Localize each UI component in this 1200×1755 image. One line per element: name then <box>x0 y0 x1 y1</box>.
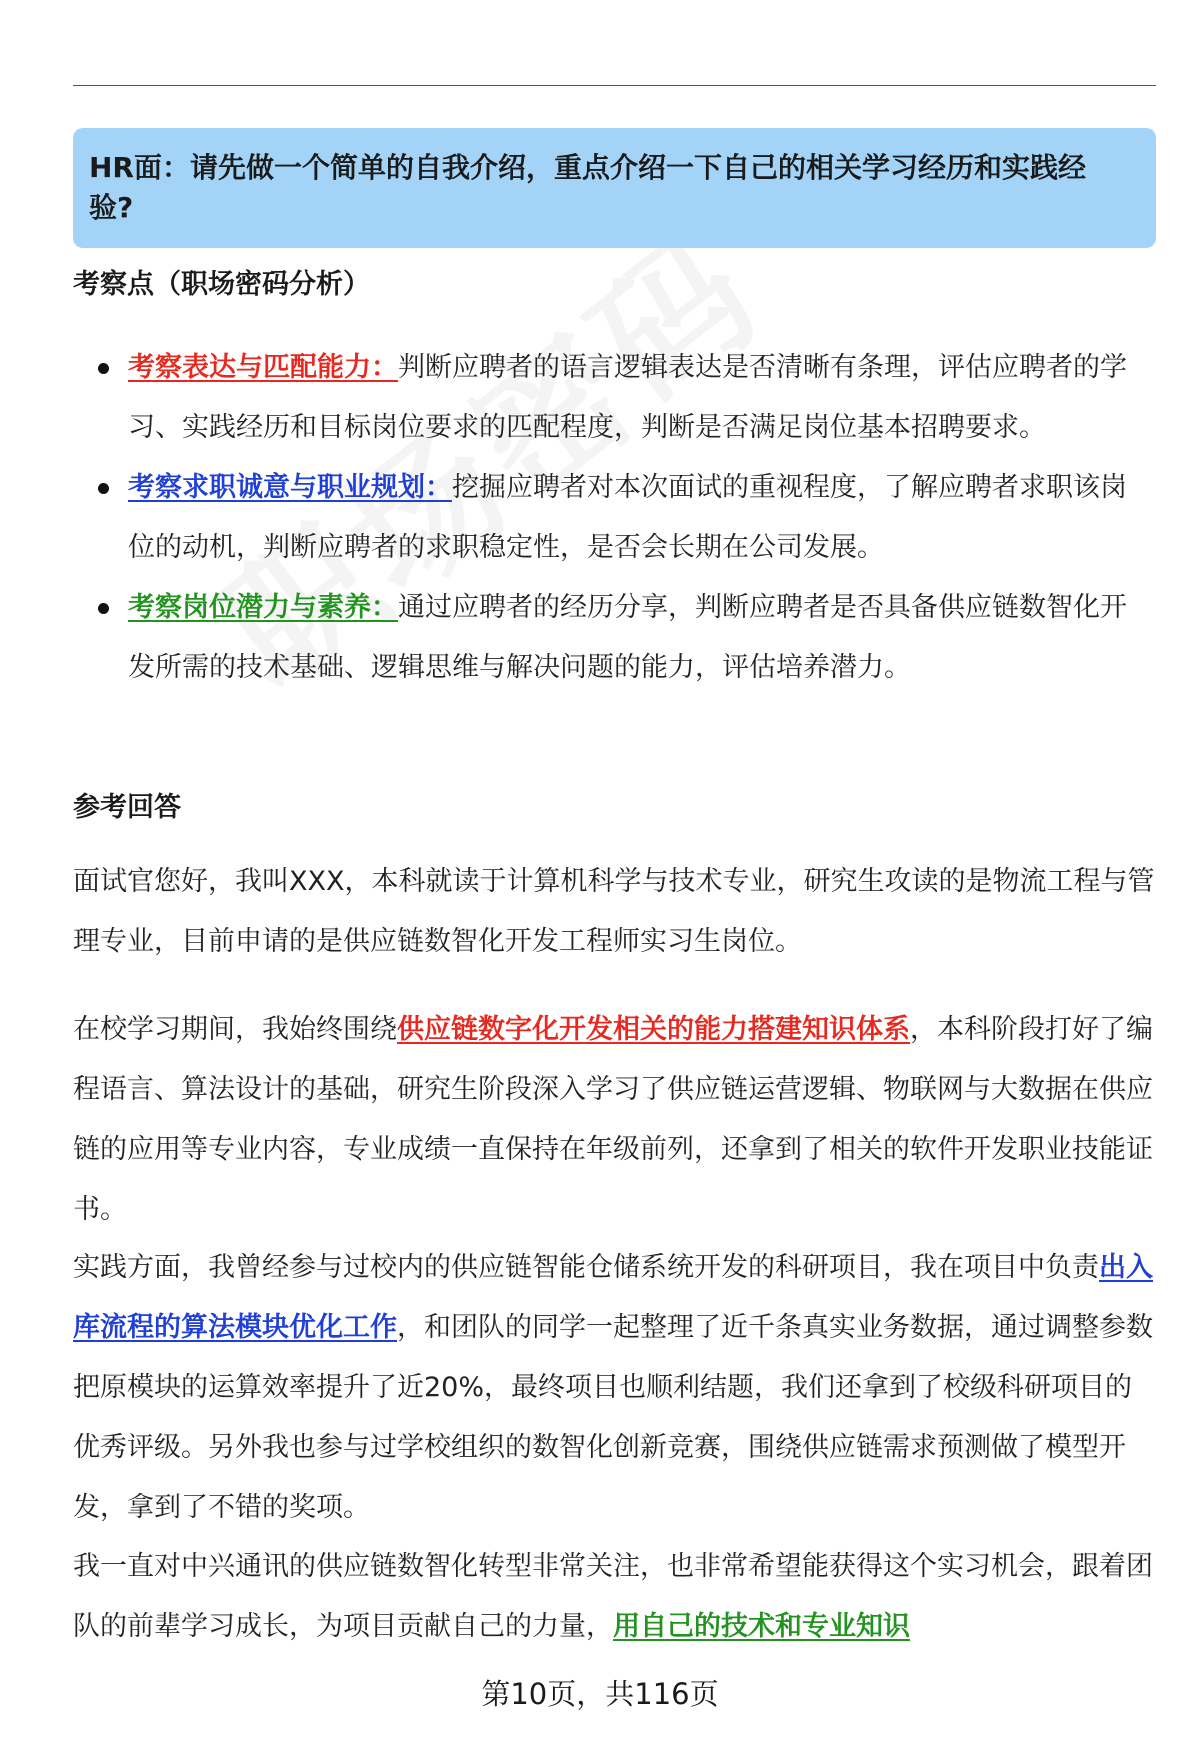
answer-heading: 参考回答 <box>73 792 181 823</box>
answer-text: 在校学习期间，我始终围绕 <box>73 1014 397 1045</box>
point-keyword: 考察表达与匹配能力： <box>128 352 398 383</box>
top-divider <box>73 85 1156 86</box>
list-item <box>73 338 1153 458</box>
list-item <box>73 458 1153 578</box>
answer-paragraph-4 <box>73 1537 1158 1657</box>
list-item <box>73 578 1153 698</box>
answer-text: 实践方面，我曾经参与过校内的供应链智能仓储系统开发的科研项目，我在项目中负责 <box>73 1252 1099 1283</box>
point-text: 通过应聘者的经历分享，判断应聘者是否具备供应链数智化开发所需的技术基础、逻辑思维与解决问题的能力，评估培养潜力。 <box>128 592 1127 683</box>
point-keyword: 考察岗位潜力与素养： <box>128 592 398 623</box>
answer-text: ，和团队的同学一起整理了近千条真实业务数据，通过调整参数把原模块的运算效率提升了近20%，最终项目也顺利结题，我们还拿到了校级科研项目的优秀评级。另外我也参与过学校组织的数智化创新竞赛，围绕供应链需求预测做了模型开发，拿到了不错的奖项。 <box>73 1312 1153 1523</box>
bullet-dot-icon <box>98 363 109 374</box>
point-keyword: 考察求职诚意与职业规划： <box>128 472 452 503</box>
answer-highlight: 供应链数字化开发相关的能力搭建知识体系 <box>397 1014 910 1045</box>
question-box <box>73 128 1156 248</box>
answer-highlight: 出入库流程的算法模块优化工作 <box>73 1252 1153 1343</box>
point-text: 判断应聘者的语言逻辑表达是否清晰有条理，评估应聘者的学习、实践经历和目标岗位要求的匹配程度，判断是否满足岗位基本招聘要求。 <box>128 352 1127 443</box>
bullet-dot-icon <box>98 603 109 614</box>
answer-text: ，本科阶段打好了编程语言、算法设计的基础，研究生阶段深入学习了供应链运营逻辑、物联网与大数据在供应链的应用等专业内容，专业成绩一直保持在年级前列，还拿到了相关的软件开发职业技能证书。 <box>73 1014 1153 1225</box>
page-number: 第10页，共116页 <box>481 1677 719 1711</box>
answer-paragraph-1: 面试官您好，我叫XXX，本科就读于计算机科学与技术专业，研究生攻读的是物流工程与管理专业，目前申请的是供应链数智化开发工程师实习生岗位。 <box>73 866 1155 957</box>
question-text: HR面：请先做一个简单的自我介绍，重点介绍一下自己的相关学习经历和实践经验? <box>89 151 1086 224</box>
bullet-dot-icon <box>98 483 109 494</box>
analysis-points-list <box>73 338 1153 698</box>
answer-paragraph-3 <box>73 1238 1158 1538</box>
analysis-heading: 考察点（职场密码分析） <box>73 269 370 300</box>
answer-text: 我一直对中兴通讯的供应链数智化转型非常关注，也非常希望能获得这个实习机会，跟着团队的前辈学习成长，为项目贡献自己的力量， <box>73 1551 1153 1642</box>
point-text: 挖掘应聘者对本次面试的重视程度，了解应聘者求职该岗位的动机，判断应聘者的求职稳定性，是否会长期在公司发展。 <box>128 472 1127 563</box>
answer-paragraph-2 <box>73 1000 1158 1240</box>
answer-highlight: 用自己的技术和专业知识 <box>613 1611 910 1642</box>
